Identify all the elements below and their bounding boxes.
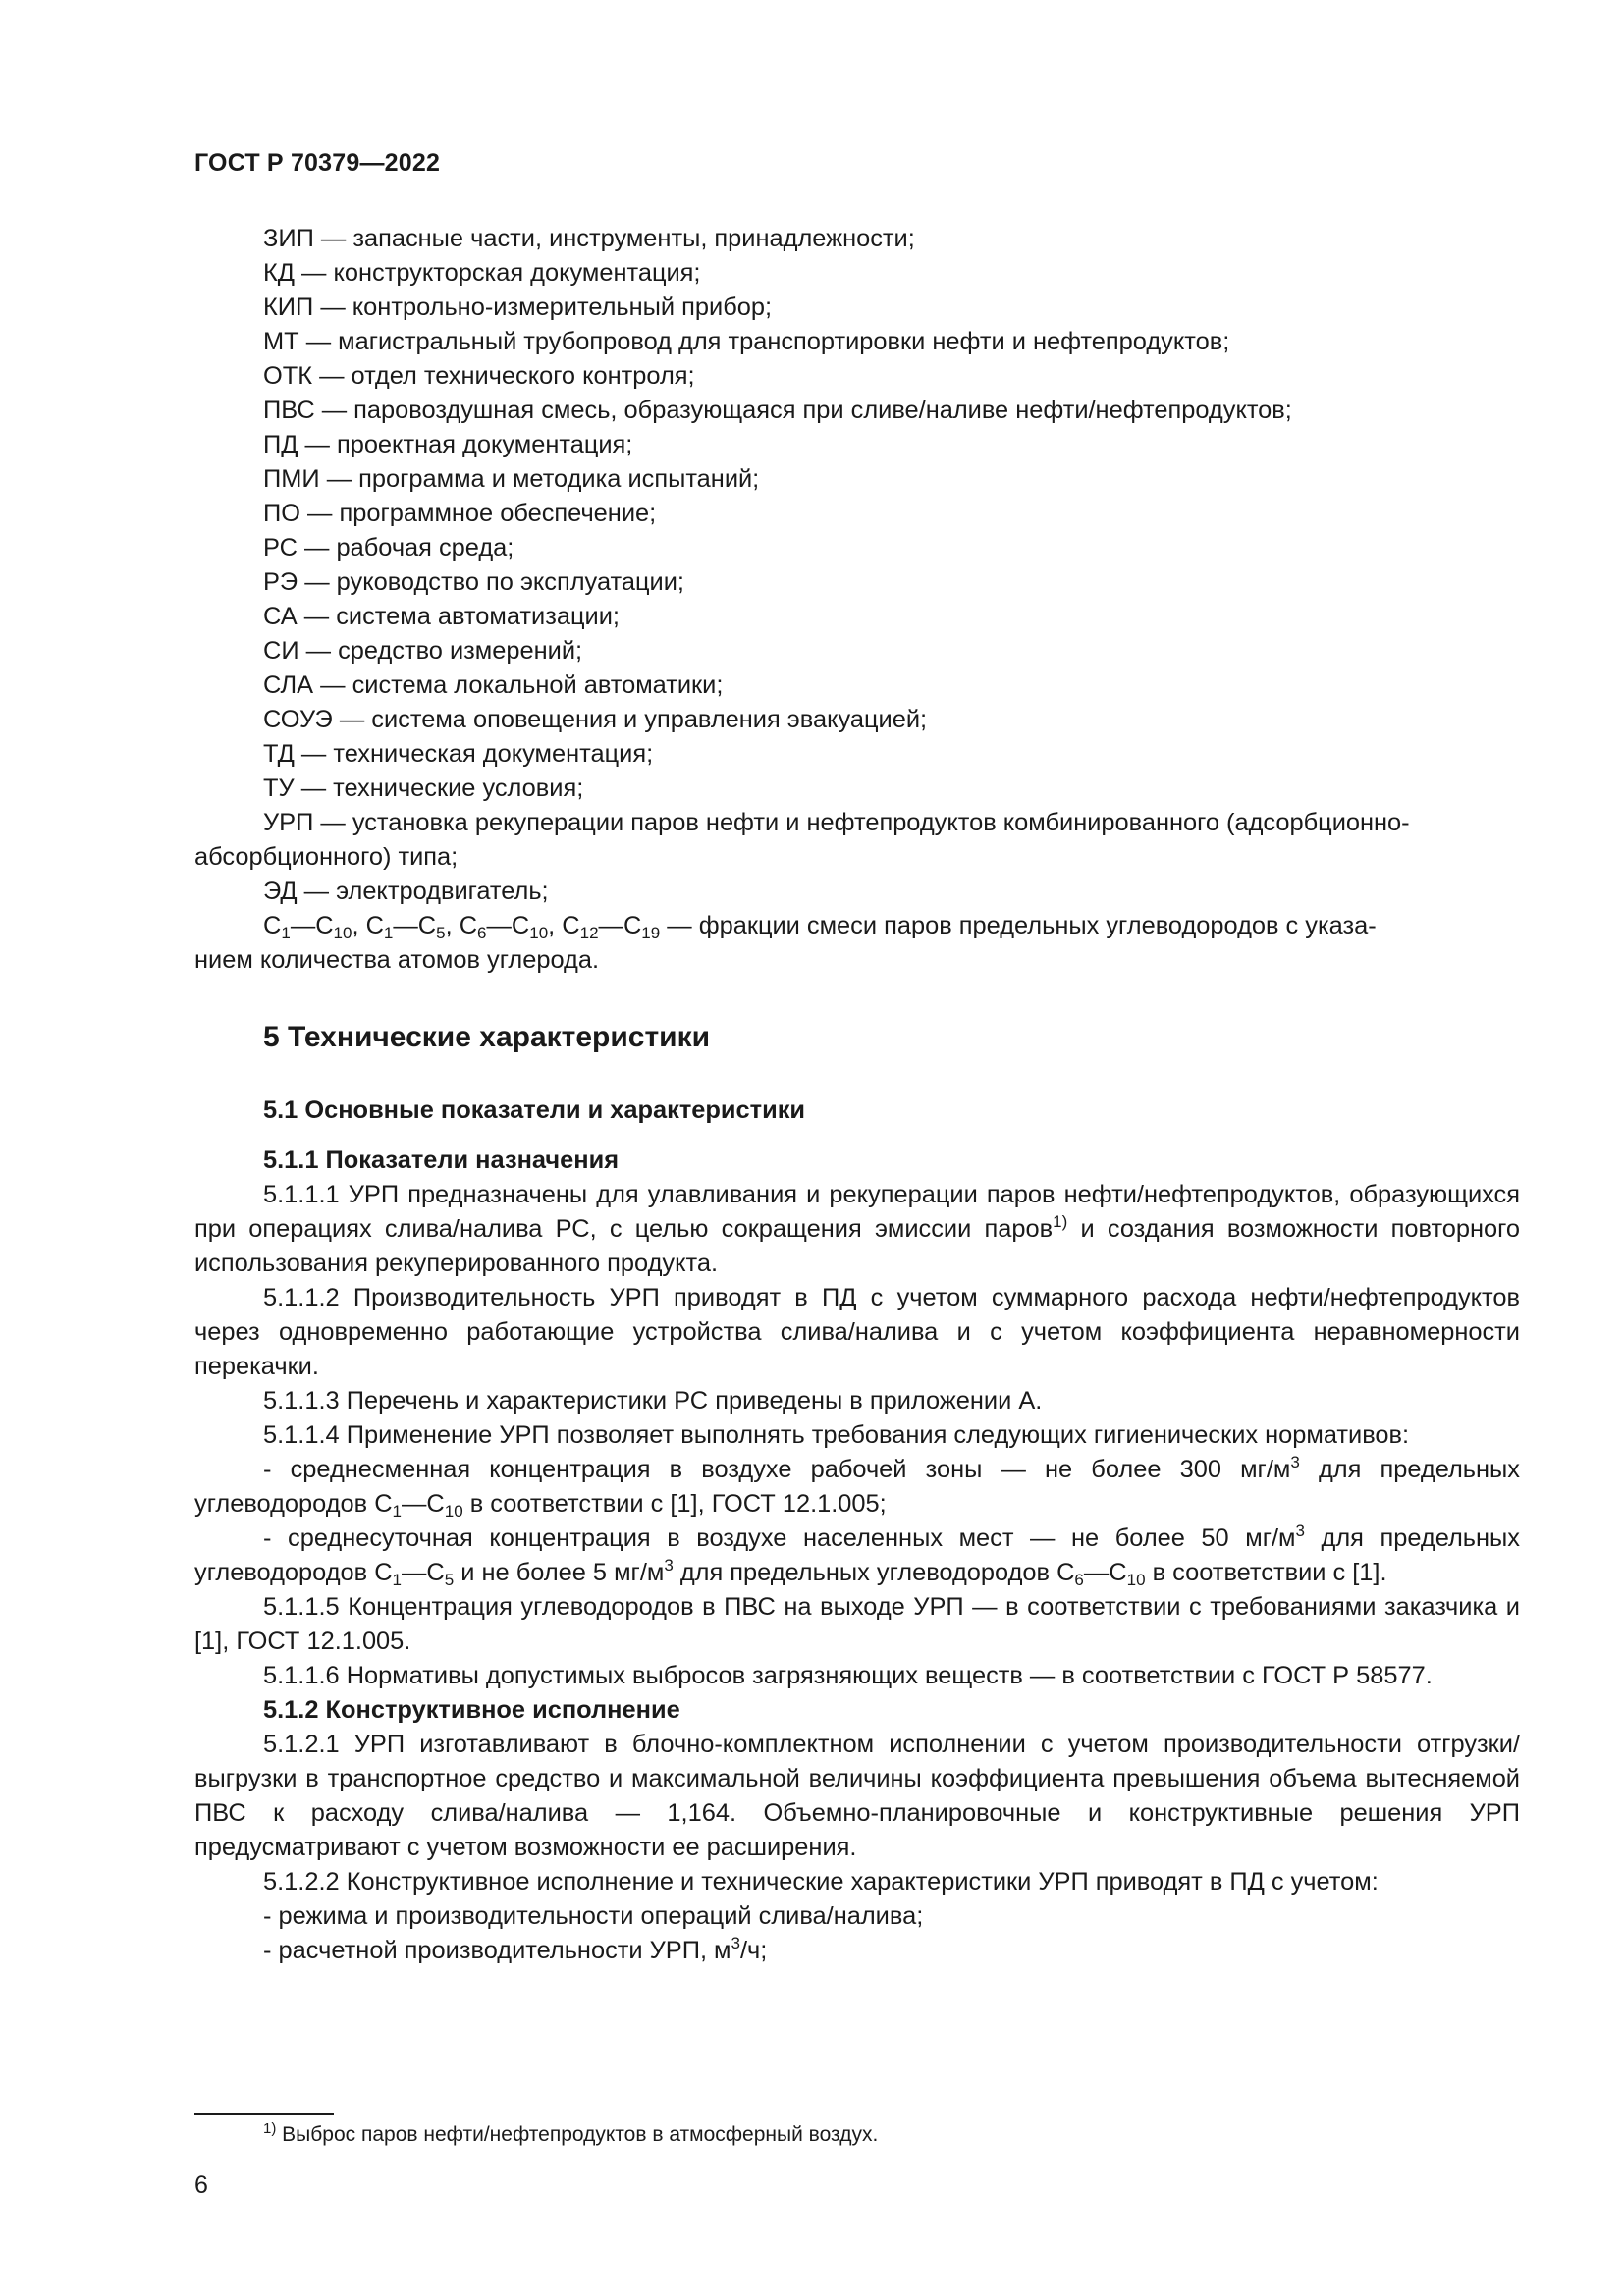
paragraph-5-1-1-6: 5.1.1.6 Нормативы допустимых выбросов загрязняющих веществ — в соответствии с ГОСТ Р 58577.: [263, 1662, 1433, 1689]
abbreviation-item: СИ — средство измерений;: [263, 637, 583, 665]
abbreviation-item-urp: УРП — установка рекуперации паров нефти и нефтепродуктов комбинированного (адсорбционно-: [263, 809, 1410, 836]
paragraph-5-1-1-4: 5.1.1.4 Применение УРП позволяет выполнять требования следующих гигиенических нормативов:: [263, 1421, 1410, 1449]
abbreviation-item: СОУЭ — система оповещения и управления эвакуацией;: [263, 706, 928, 733]
page-number: 6: [194, 2171, 208, 2199]
paragraph-5-1-1-5: 5.1.1.5 Концентрация углеводородов в ПВС на выходе УРП — в соответствии с требованиями заказчика и [1], ГОСТ 12.1.005.: [194, 1593, 1520, 1655]
abbreviation-item: ТУ — технические условия;: [263, 774, 584, 802]
paragraph-5-1-1-1: 5.1.1.1 УРП предназначены для улавливания и рекуперации паров нефти/нефтепродуктов, образующихся при операциях слива/налива РС, с целью сокращения эмиссии паров$^{1)}$ и создания возможности повторного использования рекуперированного продукта.: [194, 1181, 1521, 1277]
paragraph-5-1-2-1: 5.1.2.1 УРП изготавливают в блочно-комплектном исполнении с учетом производительности отгрузки/выгрузки в транспортное средство и максимальной величины коэффициента превышения объема вытесняемой ПВС к расходу слива/налива — 1,164. Объемно-планировочные и конструктивные решения УРП предусматривают с учетом возможности ее расширения.: [194, 1731, 1520, 1861]
abbreviation-item-urp-continued: абсорбционного) типа;: [194, 843, 459, 871]
abbreviation-item: ТД — техническая документация;: [263, 740, 654, 768]
abbreviation-item: ОТК — отдел технического контроля;: [263, 362, 695, 390]
subsection-heading-5-1: 5.1 Основные показатели и характеристики: [263, 1096, 806, 1124]
abbreviation-item: ПВС — паровоздушная смесь, образующаяся при сливе/наливе нефти/нефтепродуктов;: [263, 397, 1292, 424]
page-body: [194, 222, 1520, 1968]
abbreviation-item: МТ — магистральный трубопровод для транспортировки нефти и нефтепродуктов;: [263, 328, 1230, 355]
abbreviation-item: ЗИП — запасные части, инструменты, принадлежности;: [263, 225, 915, 252]
list-item: - расчетной производительности УРП, $м^3/ч$;: [263, 1934, 768, 1964]
abbreviation-item: ПО — программное обеспечение;: [263, 500, 657, 527]
footnote-divider: [194, 2113, 334, 2115]
abbreviation-list: [194, 222, 1520, 978]
footnote-mark: 1): [263, 2120, 277, 2137]
abbreviation-item: ПД — проектная документация;: [263, 431, 633, 458]
abbreviation-item: СЛА — система локальной автоматики;: [263, 671, 724, 699]
paragraph-5-1-1-3: 5.1.1.3 Перечень и характеристики РС приведены в приложении А.: [263, 1387, 1043, 1415]
list-item: - режима и производительности операций слива/налива;: [263, 1902, 924, 1930]
bullet-shift-average: - среднесменная концентрация в воздухе рабочей зоны — не более 300 $мг/м^3$ для предельных углеводородов $С_1—С_{10}$ в соответствии с [1], ГОСТ 12.1.005;: [194, 1453, 1521, 1521]
abbreviation-item-fractions-continued: нием количества атомов углерода.: [194, 946, 600, 974]
subsection-heading-5-1-2: 5.1.2 Конструктивное исполнение: [263, 1696, 680, 1724]
abbreviation-item: ПМИ — программа и методика испытаний;: [263, 465, 760, 493]
abbreviation-item: РЭ — руководство по эксплуатации;: [263, 568, 684, 596]
bullet-daily-average: - среднесуточная концентрация в воздухе населенных мест — не более 50 $мг/м^3$ для предельных углеводородов $С_1—С_5$ и не более 5 $мг/м^3$ для предельных углеводородов $С_6—С_{10}$ в соответствии с [1].: [194, 1522, 1521, 1589]
paragraph-5-1-1-2: 5.1.1.2 Производительность УРП приводят в ПД с учетом суммарного расхода нефти/нефтепродуктов через одновременно работающие устройства слива/налива и с учетом коэффициента неравномерности перекачки.: [194, 1284, 1520, 1380]
section-heading-5: 5 Технические характеристики: [263, 1021, 711, 1053]
footnote: $^{1)}$ Выброс паров нефти/нефтепродуктов в атмосферный воздух.: [263, 2120, 879, 2146]
abbreviation-item: СА — система автоматизации;: [263, 603, 620, 630]
abbreviation-item: РС — рабочая среда;: [263, 534, 514, 561]
abbreviation-item: КД — конструкторская документация;: [263, 259, 701, 287]
abbreviation-item-ed: ЭД — электродвигатель;: [263, 878, 549, 905]
footnote-marker: 1): [1053, 1212, 1068, 1231]
paragraph-5-1-2-2: 5.1.2.2 Конструктивное исполнение и технические характеристики УРП приводят в ПД с учетом:: [263, 1868, 1379, 1896]
document-header: ГОСТ Р 70379—2022: [194, 149, 441, 177]
subsection-heading-5-1-1: 5.1.1 Показатели назначения: [263, 1147, 620, 1174]
abbreviation-item: КИП — контрольно-измерительный прибор;: [263, 294, 773, 321]
abbreviation-item-fractions: $С_1—С_{10}$, $С_1—С_5$, $С_6—С_{10}$, $С_{12}—С_{19}$ — фракции смеси паров предельных углеводородов с указа-: [263, 912, 1377, 942]
